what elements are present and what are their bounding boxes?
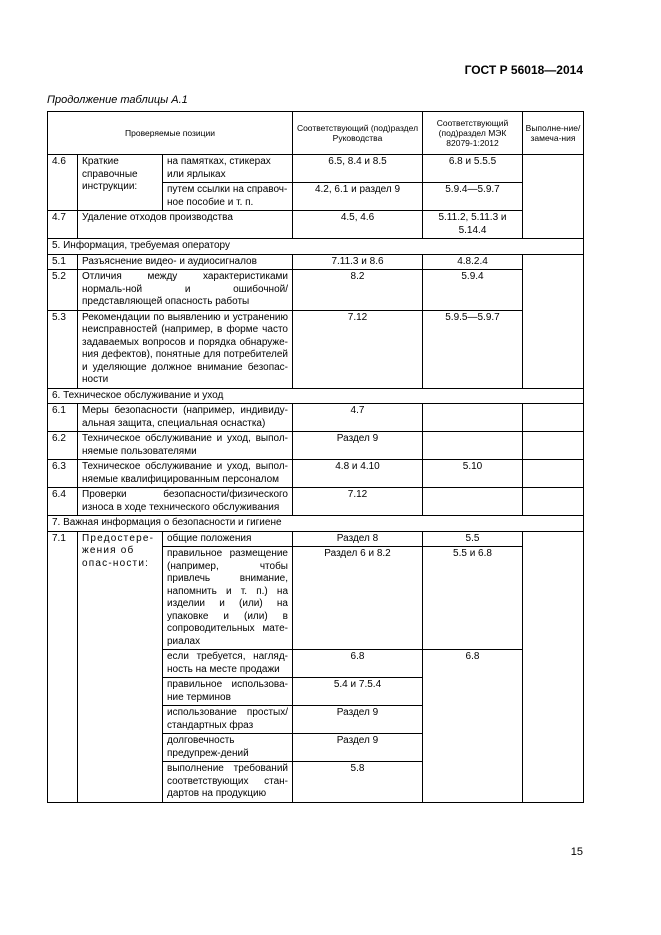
row-label: Предостере-жения об опас-ности:: [78, 531, 163, 802]
guide-ref: Раздел 9: [293, 734, 423, 762]
table-row: [48, 531, 584, 547]
section-title: 7. Важная информация о безопасности и гигиене: [48, 516, 584, 532]
document-id: ГОСТ Р 56018—2014: [464, 63, 583, 77]
guide-ref: 8.2: [293, 270, 423, 311]
guide-ref: 5.8: [293, 762, 423, 803]
verification-table: [47, 111, 584, 803]
row-number: 7.1: [48, 531, 78, 802]
iec-ref: [423, 488, 523, 516]
sub-item: путем ссылки на справоч-ное пособие и т. п.: [163, 183, 293, 211]
table-row: [48, 254, 584, 270]
iec-ref: 5.9.4: [423, 270, 523, 311]
guide-ref: 7.12: [293, 310, 423, 388]
table-row: [48, 270, 584, 311]
row-text: Рекомендации по выявлению и устранению неисправностей (например, в форме часто задаваемых вопросов и порядка обнаруже-ния дефектов), понятные для потребителей и уделяющие должное внимание безопас-ности: [78, 310, 293, 388]
iec-ref: [423, 432, 523, 460]
guide-ref: 7.12: [293, 488, 423, 516]
row-number: 4.6: [48, 155, 78, 211]
col-header-guide-section: Соответствующий (под)раздел Руководства: [293, 112, 423, 155]
table-row: [48, 211, 584, 239]
iec-ref: 6.8 и 5.5.5: [423, 155, 523, 183]
iec-ref: 5.9.4—5.9.7: [423, 183, 523, 211]
iec-ref: 5.11.2, 5.11.3 и 5.14.4: [423, 211, 523, 239]
guide-ref: 5.4 и 7.5.4: [293, 678, 423, 706]
iec-ref: 6.8: [423, 650, 523, 803]
section-title: 5. Информация, требуемая оператору: [48, 239, 584, 255]
row-text: Разъяснение видео- и аудиосигналов: [78, 254, 293, 270]
row-text: Техническое обслуживание и уход, выпол-няемые квалифицированным персоналом: [78, 460, 293, 488]
guide-ref: 4.7: [293, 404, 423, 432]
row-number: 4.7: [48, 211, 78, 239]
sub-item: общие положения: [163, 531, 293, 547]
remarks-cell: [523, 488, 584, 516]
table-row: [48, 460, 584, 488]
iec-ref: 5.9.5—5.9.7: [423, 310, 523, 388]
section-row: [48, 516, 584, 532]
iec-ref: 5.10: [423, 460, 523, 488]
guide-ref: 4.8 и 4.10: [293, 460, 423, 488]
table-row: [48, 488, 584, 516]
row-number: 6.4: [48, 488, 78, 516]
remarks-cell: [523, 404, 584, 432]
table-row: [48, 155, 584, 183]
sub-item: долговечность предупреж-дений: [163, 734, 293, 762]
remarks-cell: [523, 155, 584, 239]
col-header-remarks: Выполне-ние/замеча-ния: [523, 112, 584, 155]
guide-ref: Раздел 9: [293, 706, 423, 734]
iec-ref: 4.8.2.4: [423, 254, 523, 270]
sub-item: выполнение требований соответствующих стан-дартов на продукцию: [163, 762, 293, 803]
sub-item: использование простых/ стандартных фраз: [163, 706, 293, 734]
row-text: Меры безопасности (например, индивиду-альная защита, специальная оснастка): [78, 404, 293, 432]
iec-ref: [423, 404, 523, 432]
guide-ref: Раздел 6 и 8.2: [293, 547, 423, 650]
page-number: 15: [570, 846, 583, 858]
col-header-iec-section: Соответствующий (под)раздел МЭК 82079-1:2012: [423, 112, 523, 155]
table-row: [48, 404, 584, 432]
row-number: 6.3: [48, 460, 78, 488]
table-row: [48, 432, 584, 460]
guide-ref: 7.11.3 и 8.6: [293, 254, 423, 270]
guide-ref: 4.2, 6.1 и раздел 9: [293, 183, 423, 211]
guide-ref: 6.8: [293, 650, 423, 678]
row-text: Техническое обслуживание и уход, выпол-няемые пользователями: [78, 432, 293, 460]
remarks-cell: [523, 460, 584, 488]
remarks-cell: [523, 254, 584, 388]
section-row: [48, 239, 584, 255]
table-caption: Продолжение таблицы А.1: [47, 94, 188, 106]
col-header-positions: Проверяемые позиции: [48, 112, 293, 155]
row-text: Отличия между характеристиками нормаль-ной и ошибочной/представляющей опасность работы: [78, 270, 293, 311]
guide-ref: Раздел 9: [293, 432, 423, 460]
row-number: 5.3: [48, 310, 78, 388]
row-number: 5.2: [48, 270, 78, 311]
section-title: 6. Техническое обслуживание и уход: [48, 388, 584, 404]
row-number: 5.1: [48, 254, 78, 270]
remarks-cell: [523, 432, 584, 460]
row-number: 6.1: [48, 404, 78, 432]
sub-item: на памятках, стикерах или ярлыках: [163, 155, 293, 183]
row-text: Удаление отходов производства: [78, 211, 293, 239]
remarks-cell: [523, 531, 584, 802]
table-row: [48, 310, 584, 388]
row-number: 6.2: [48, 432, 78, 460]
row-label: Краткие справочные инструкции:: [78, 155, 163, 211]
row-text: Проверки безопасности/физического износа в ходе технического обслуживания: [78, 488, 293, 516]
sub-item: если требуется, нагляд-ность на месте продажи: [163, 650, 293, 678]
iec-ref: 5.5: [423, 531, 523, 547]
section-row: [48, 388, 584, 404]
sub-item: правильное размещение (например, чтобы привлечь внимание, напомнить и т. п.) на изделии и (или) на упаковке и (или) в сопроводительных мате-риалах: [163, 547, 293, 650]
table-header-row: [48, 112, 584, 155]
sub-item: правильное использова-ние терминов: [163, 678, 293, 706]
guide-ref: 4.5, 4.6: [293, 211, 423, 239]
guide-ref: Раздел 8: [293, 531, 423, 547]
iec-ref: 5.5 и 6.8: [423, 547, 523, 650]
guide-ref: 6.5, 8.4 и 8.5: [293, 155, 423, 183]
